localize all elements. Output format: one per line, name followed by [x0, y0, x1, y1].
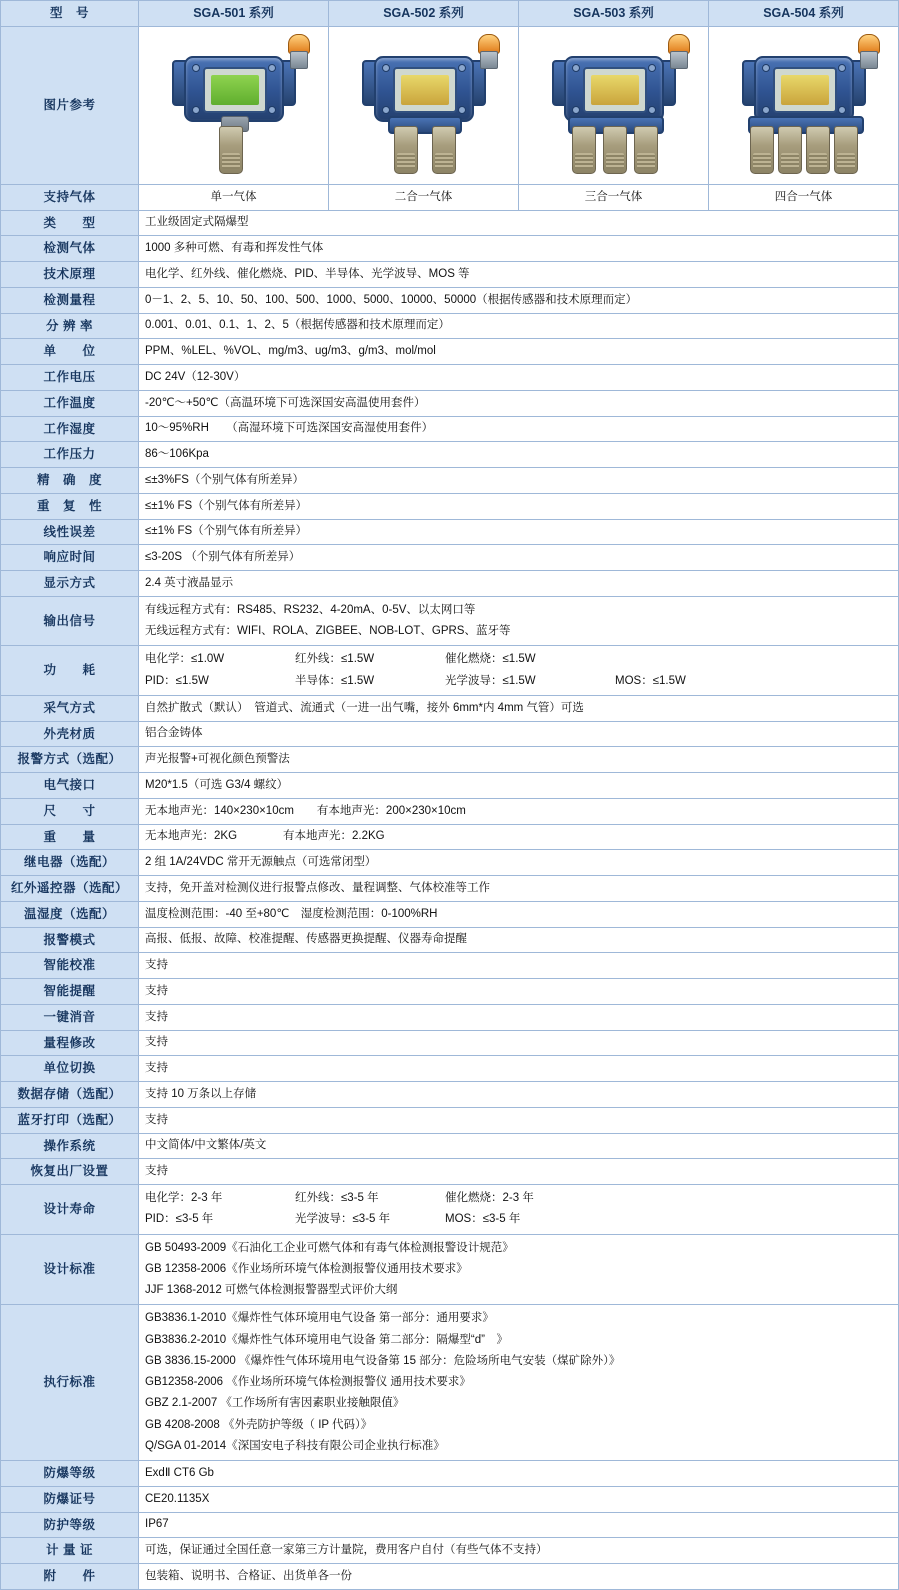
- row-value-pressure: 86～106Kpa: [139, 442, 899, 468]
- row-value-exec-standard: [139, 1305, 899, 1461]
- table-row-pressure: [1, 442, 899, 468]
- row-label-data-storage: 数据存储（选配）: [1, 1082, 139, 1108]
- row-value-humidity: 10～95%RH （高湿环境下可选深国安高湿使用套件）: [139, 416, 899, 442]
- exec-standard-line-5: GBZ 2.1-2007 《工作场所有害因素职业接触限值》: [145, 1397, 405, 1410]
- row-label-relay: 继电器（选配）: [1, 850, 139, 876]
- table-row-output-signal: [1, 596, 899, 646]
- row-label-os: 操作系统: [1, 1133, 139, 1159]
- row-value-smart-reminder: 支持: [139, 979, 899, 1005]
- table-row-range: [1, 287, 899, 313]
- row-label-electrical-interface: 电气接口: [1, 773, 139, 799]
- exec-standard-line-4: GB12358-2006 《作业场所环境气体检测报警仪 通用技术要求》: [145, 1376, 471, 1388]
- table-row-detect-gas: [1, 236, 899, 262]
- row-label-one-key-mute: 一键消音: [1, 1004, 139, 1030]
- row-label-repeatability: 重 复 性: [1, 493, 139, 519]
- row-label-image-reference: 图片参考: [1, 26, 139, 184]
- design-standard-line-3: JJF 1368-2012 可燃气体检测报警器型式评价大纲: [145, 1284, 398, 1296]
- table-row-metrology-cert: [1, 1538, 899, 1564]
- table-row-principle: [1, 262, 899, 288]
- row-label-voltage: 工作电压: [1, 365, 139, 391]
- exec-standard-line-3: GB 3836.15-2000 《爆炸性气体环境用电气设备第 15 部分：危险场所电气安装（煤矿除外）》: [145, 1354, 621, 1367]
- power-pid: PID：≤1.5W: [145, 674, 209, 687]
- row-value-os: 中文简体/中文繁体/英文: [139, 1133, 899, 1159]
- detector-503-icon: [534, 30, 694, 176]
- detector-502-icon: [344, 30, 504, 176]
- exec-standard-line-2: GB3836.2-2010《爆炸性气体环境用电气设备 第二部分：隔爆型“d” 》: [145, 1333, 508, 1346]
- gas-support-502: 二合一气体: [329, 184, 519, 210]
- row-value-resolution: 0.001、0.01、0.1、1、2、5（根据传感器和技术原理而定）: [139, 313, 899, 339]
- table-row-factory-reset: [1, 1159, 899, 1185]
- row-value-unit-switch: 支持: [139, 1056, 899, 1082]
- model-502: SGA-502 系列: [329, 1, 519, 27]
- table-row-type: [1, 210, 899, 236]
- row-label-unit: 单 位: [1, 339, 139, 365]
- table-row-unit: [1, 339, 899, 365]
- row-value-relay: 2 组 1A/24VDC 常开无源触点（可选常闭型）: [139, 850, 899, 876]
- power-infrared: 红外线：≤1.5W: [295, 653, 375, 666]
- table-row-power: [1, 646, 899, 696]
- row-label-resolution: 分 辨 率: [1, 313, 139, 339]
- table-row-humidity: [1, 416, 899, 442]
- row-label-exec-standard: 执行标准: [1, 1305, 139, 1461]
- row-value-data-storage: 支持 10 万条以上存储: [139, 1082, 899, 1108]
- row-value-alarm-method: 声光报警+可视化颜色预警法: [139, 747, 899, 773]
- row-label-metrology-cert: 计 量 证: [1, 1538, 139, 1564]
- row-value-principle: 电化学、红外线、催化燃烧、PID、半导体、光学波导、MOS 等: [139, 262, 899, 288]
- table-row-one-key-mute: [1, 1004, 899, 1030]
- row-value-accuracy: ≤±3%FS（个别气体有所差异）: [139, 468, 899, 494]
- detector-image-504: [709, 26, 899, 184]
- lifetime-pid: PID：≤3-5 年: [145, 1213, 214, 1226]
- lifetime-catalytic: 催化燃烧：2-3 年: [445, 1192, 534, 1204]
- row-value-repeatability: ≤±1% FS（个别气体有所差异）: [139, 493, 899, 519]
- row-label-smart-calibration: 智能校准: [1, 953, 139, 979]
- row-value-voltage: DC 24V（12-30V）: [139, 365, 899, 391]
- table-row-weight: [1, 824, 899, 850]
- table-row-alarm-mode: [1, 927, 899, 953]
- row-label-output-signal: 输出信号: [1, 596, 139, 646]
- power-semiconductor: 半导体：≤1.5W: [295, 674, 375, 687]
- row-label-bluetooth-print: 蓝牙打印（选配）: [1, 1107, 139, 1133]
- row-label-housing: 外壳材质: [1, 721, 139, 747]
- lifetime-optical-waveguide: 光学波导：≤3-5 年: [295, 1213, 391, 1226]
- table-row-dimensions: [1, 798, 899, 824]
- row-value-factory-reset: 支持: [139, 1159, 899, 1185]
- lifetime-blank-2: [615, 1211, 765, 1228]
- row-value-type: 工业级固定式隔爆型: [139, 210, 899, 236]
- table-row-display: [1, 571, 899, 597]
- row-label-sampling: 采气方式: [1, 695, 139, 721]
- row-label-type: 类 型: [1, 210, 139, 236]
- row-label-dimensions: 尺 寸: [1, 798, 139, 824]
- table-row-ex-cert: [1, 1486, 899, 1512]
- table-row-response-time: [1, 545, 899, 571]
- design-standard-line-1: GB 50493-2009《石油化工企业可燃气体和有毒气体检测报警设计规范》: [145, 1241, 514, 1254]
- detector-image-503: [519, 26, 709, 184]
- row-value-dimensions: 无本地声光：140×230×10cm 有本地声光：200×230×10cm: [139, 798, 899, 824]
- row-label-unit-switch: 单位切换: [1, 1056, 139, 1082]
- table-row-unit-switch: [1, 1056, 899, 1082]
- table-row-smart-reminder: [1, 979, 899, 1005]
- row-label-temp-humidity-option: 温湿度（选配）: [1, 901, 139, 927]
- table-row-images: [1, 26, 899, 184]
- exec-standard-line-6: GB 4208-2008 《外壳防护等级（ IP 代码）》: [145, 1418, 373, 1431]
- model-501: SGA-501 系列: [139, 1, 329, 27]
- table-row-accessories: [1, 1564, 899, 1590]
- row-value-alarm-mode: 高报、低报、故障、校准提醒、传感器更换提醒、仪器寿命提醒: [139, 927, 899, 953]
- row-value-metrology-cert: 可选，保证通过全国任意一家第三方计量院，费用客户自付（有些气体不支持）: [139, 1538, 899, 1564]
- row-label-factory-reset: 恢复出厂设置: [1, 1159, 139, 1185]
- row-label-ex-cert: 防爆证号: [1, 1486, 139, 1512]
- exec-standard-line-7: Q/SGA 01-2014《深国安电子科技有限公司企业执行标准》: [145, 1439, 445, 1452]
- row-value-detect-gas: 1000 多种可燃、有毒和挥发性气体: [139, 236, 899, 262]
- table-row-ex-rating: [1, 1461, 899, 1487]
- detector-image-502: [329, 26, 519, 184]
- row-value-response-time: ≤3-20S （个别气体有所差异）: [139, 545, 899, 571]
- row-value-design-standard: [139, 1234, 899, 1305]
- row-label-range: 检测量程: [1, 287, 139, 313]
- table-row-voltage: [1, 365, 899, 391]
- design-standard-line-2: GB 12358-2006《作业场所环境气体检测报警仪通用技术要求》: [145, 1262, 468, 1275]
- table-row-ir-remote: [1, 876, 899, 902]
- gas-support-503: 三合一气体: [519, 184, 709, 210]
- power-catalytic: 催化燃烧：≤1.5W: [445, 653, 536, 666]
- exec-standard-line-1: GB3836.1-2010《爆炸性气体环境用电气设备 第一部分：通用要求》: [145, 1312, 494, 1325]
- row-value-one-key-mute: 支持: [139, 1004, 899, 1030]
- row-value-ir-remote: 支持，免开盖对检测仪进行报警点修改、量程调整、气体校准等工作: [139, 876, 899, 902]
- row-value-bluetooth-print: 支持: [139, 1107, 899, 1133]
- table-row-exec-standard: [1, 1305, 899, 1461]
- row-value-weight: 无本地声光：2KG 有本地声光：2.2KG: [139, 824, 899, 850]
- row-label-principle: 技术原理: [1, 262, 139, 288]
- row-label-gas-support: 支持气体: [1, 184, 139, 210]
- lifetime-infrared: 红外线：≤3-5 年: [295, 1192, 379, 1204]
- row-value-ip-rating: IP67: [139, 1512, 899, 1538]
- model-503: SGA-503 系列: [519, 1, 709, 27]
- row-value-output-signal: [139, 596, 899, 646]
- table-row-alarm-method: [1, 747, 899, 773]
- gas-support-501: 单一气体: [139, 184, 329, 210]
- table-row-accuracy: [1, 468, 899, 494]
- table-row-temperature: [1, 390, 899, 416]
- lifetime-blank-1: [615, 1190, 765, 1207]
- table-row-model: [1, 1, 899, 27]
- table-row-range-modify: [1, 1030, 899, 1056]
- row-value-electrical-interface: M20*1.5（可选 G3/4 螺纹）: [139, 773, 899, 799]
- gas-support-504: 四合一气体: [709, 184, 899, 210]
- model-504: SGA-504 系列: [709, 1, 899, 27]
- row-label-ex-rating: 防爆等级: [1, 1461, 139, 1487]
- table-row-data-storage: [1, 1082, 899, 1108]
- lifetime-electrochemical: 电化学：2-3 年: [145, 1192, 223, 1204]
- row-label-ir-remote: 红外遥控器（选配）: [1, 876, 139, 902]
- table-row-relay: [1, 850, 899, 876]
- row-label-linearity: 线性误差: [1, 519, 139, 545]
- table-row-sampling: [1, 695, 899, 721]
- output-signal-wireless: 无线远程方式有：WIFI、ROLA、ZIGBEE、NOB-LOT、GPRS、蓝牙等: [145, 625, 511, 637]
- row-value-smart-calibration: 支持: [139, 953, 899, 979]
- row-value-housing: 铝合金铸体: [139, 721, 899, 747]
- table-row-design-lifetime: [1, 1185, 899, 1235]
- row-value-temp-humidity-option: 温度检测范围：-40 至+80℃ 湿度检测范围：0-100%RH: [139, 901, 899, 927]
- row-value-sampling: 自然扩散式（默认） 管道式、流通式（一进一出气嘴，接外 6mm*内 4mm 气管）可选: [139, 695, 899, 721]
- row-label-smart-reminder: 智能提醒: [1, 979, 139, 1005]
- row-label-detect-gas: 检测气体: [1, 236, 139, 262]
- table-row-os: [1, 1133, 899, 1159]
- row-label-range-modify: 量程修改: [1, 1030, 139, 1056]
- row-label-response-time: 响应时间: [1, 545, 139, 571]
- row-value-unit: PPM、%LEL、%VOL、mg/m3、ug/m3、g/m3、mol/mol: [139, 339, 899, 365]
- row-value-accessories: 包装箱、说明书、合格证、出货单各一份: [139, 1564, 899, 1590]
- power-electrochemical: 电化学：≤1.0W: [145, 653, 225, 666]
- row-label-ip-rating: 防护等级: [1, 1512, 139, 1538]
- row-label-alarm-mode: 报警模式: [1, 927, 139, 953]
- row-label-accessories: 附 件: [1, 1564, 139, 1590]
- row-value-range: 0－1、2、5、10、50、100、500、1000、5000、10000、50000（根据传感器和技术原理而定）: [139, 287, 899, 313]
- row-value-temperature: -20℃～+50℃（高温环境下可选深国安高温使用套件）: [139, 390, 899, 416]
- table-row-electrical-interface: [1, 773, 899, 799]
- row-label-design-lifetime: 设计寿命: [1, 1185, 139, 1235]
- lifetime-line-2: [145, 1209, 892, 1230]
- table-row-temp-humidity-option: [1, 901, 899, 927]
- lifetime-line-1: [145, 1188, 892, 1209]
- power-line-2: [145, 671, 892, 692]
- detector-501-icon: [154, 30, 314, 176]
- lifetime-mos: MOS：≤3-5 年: [445, 1213, 521, 1226]
- power-line-1: [145, 649, 892, 670]
- row-label-alarm-method: 报警方式（选配）: [1, 747, 139, 773]
- power-mos: MOS：≤1.5W: [615, 674, 686, 687]
- row-label-accuracy: 精 确 度: [1, 468, 139, 494]
- table-row-bluetooth-print: [1, 1107, 899, 1133]
- row-label-display: 显示方式: [1, 571, 139, 597]
- row-value-range-modify: 支持: [139, 1030, 899, 1056]
- table-row-linearity: [1, 519, 899, 545]
- row-value-ex-cert: CE20.1135X: [139, 1486, 899, 1512]
- row-label-model: 型 号: [1, 1, 139, 27]
- row-value-power: [139, 646, 899, 696]
- table-row-housing: [1, 721, 899, 747]
- row-label-temperature: 工作温度: [1, 390, 139, 416]
- detector-504-icon: [724, 30, 884, 176]
- row-value-ex-rating: ExdⅡ CT6 Gb: [139, 1461, 899, 1487]
- table-row-repeatability: [1, 493, 899, 519]
- row-label-humidity: 工作湿度: [1, 416, 139, 442]
- power-blank-1: [615, 651, 765, 668]
- row-label-design-standard: 设计标准: [1, 1234, 139, 1305]
- row-label-power: 功 耗: [1, 646, 139, 696]
- row-value-display: 2.4 英寸液晶显示: [139, 571, 899, 597]
- row-label-weight: 重 量: [1, 824, 139, 850]
- row-label-pressure: 工作压力: [1, 442, 139, 468]
- table-row-design-standard: [1, 1234, 899, 1305]
- power-optical-waveguide: 光学波导：≤1.5W: [445, 674, 536, 687]
- table-row-ip-rating: [1, 1512, 899, 1538]
- table-row-resolution: [1, 313, 899, 339]
- row-value-design-lifetime: [139, 1185, 899, 1235]
- table-row-gas-support: [1, 184, 899, 210]
- row-value-linearity: ≤±1% FS（个别气体有所差异）: [139, 519, 899, 545]
- output-signal-wired: 有线远程方式有：RS485、RS232、4-20mA、0-5V、以太网口等: [145, 603, 476, 616]
- table-row-smart-calibration: [1, 953, 899, 979]
- detector-image-501: [139, 26, 329, 184]
